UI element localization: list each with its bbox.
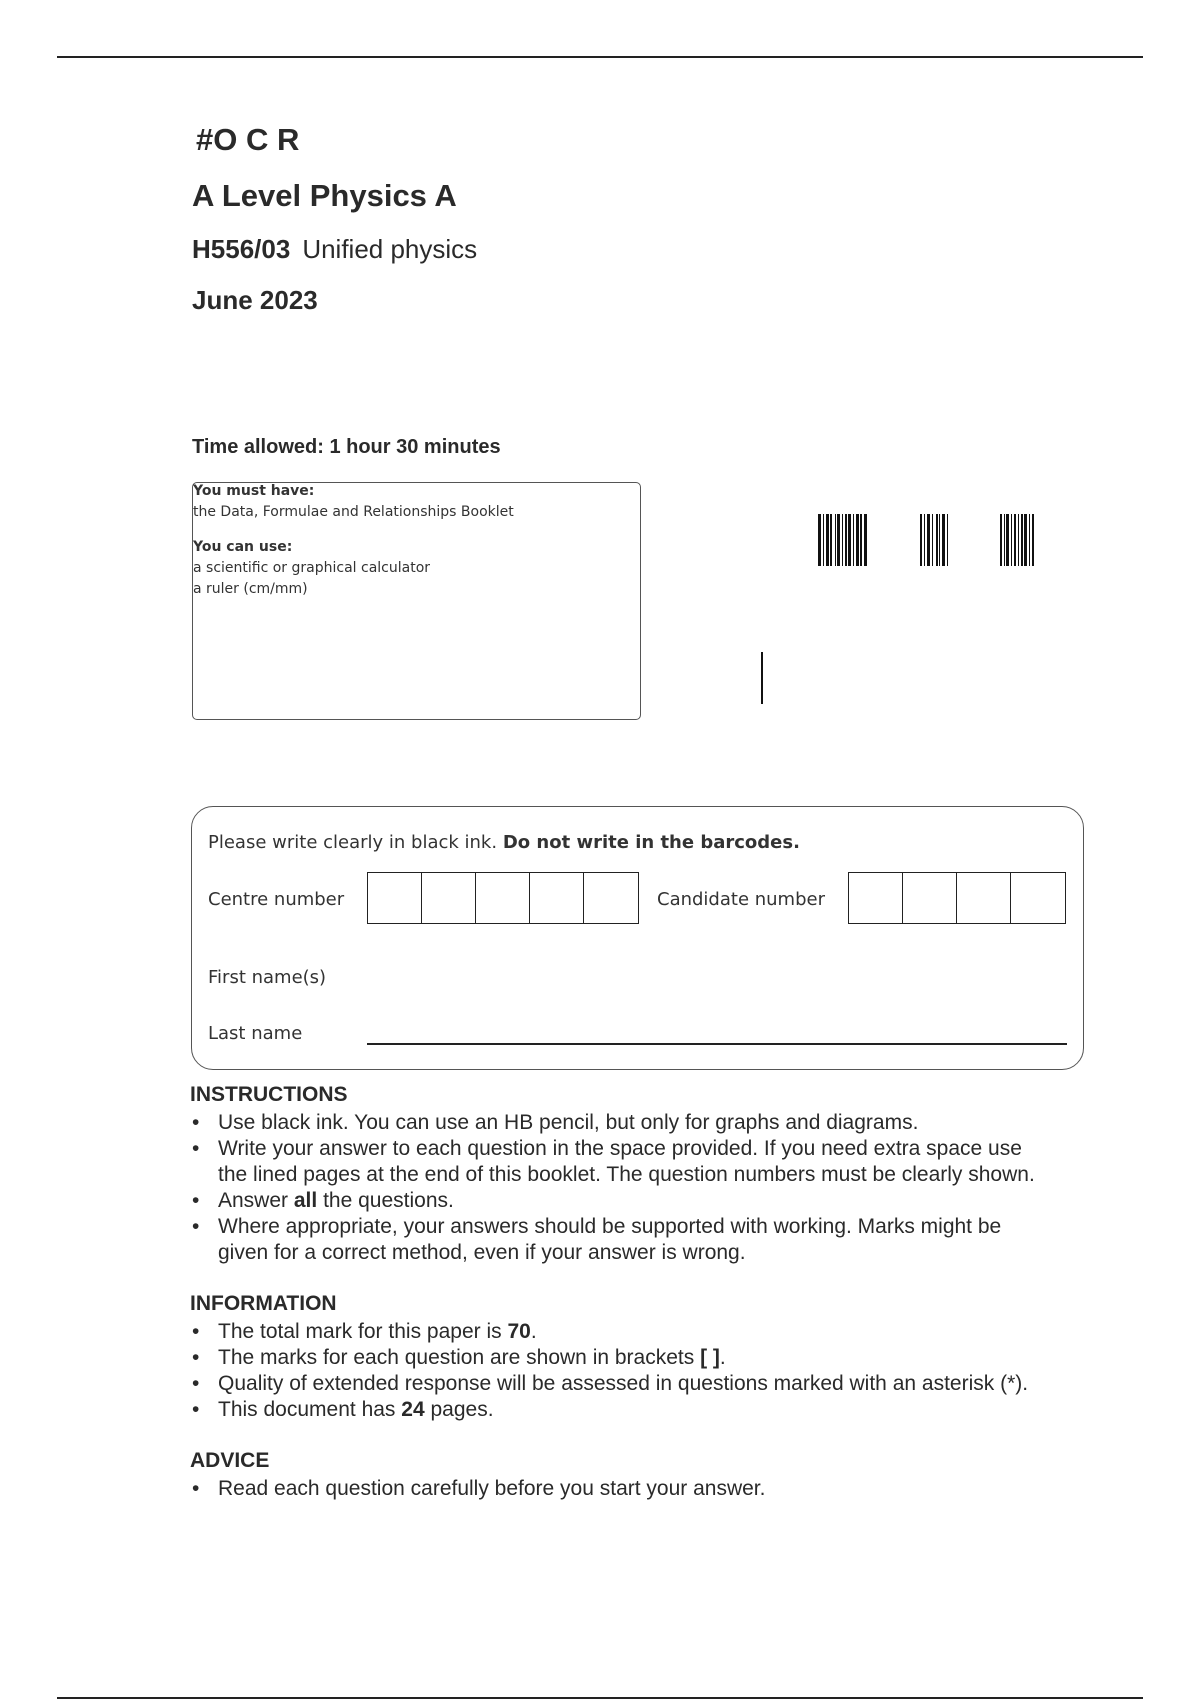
last-name-field[interactable]: [367, 1043, 1067, 1045]
marker-line: [761, 652, 763, 704]
candidate-details-box: [191, 806, 1084, 1070]
digit-box[interactable]: [368, 873, 422, 923]
instruction-text: Use black ink. You can use an HB pencil, but only for graphs and diagrams.: [218, 1111, 919, 1134]
candidate-number-field[interactable]: [848, 872, 1066, 924]
time-allowed: Time allowed: 1 hour 30 minutes: [192, 436, 501, 458]
information-text: Quality of extended response will be assessed in questions marked with an asterisk (*).: [218, 1372, 1029, 1395]
information-item: [190, 1371, 1028, 1397]
can-use-group: [193, 539, 430, 597]
digit-box[interactable]: [422, 873, 476, 923]
instructions-heading: INSTRUCTIONS: [190, 1083, 348, 1106]
can-use-item: a scientific or graphical calculator: [193, 560, 431, 576]
top-rule: [57, 56, 1143, 58]
must-have-heading: You must have:: [193, 483, 315, 499]
instruction-text: Answer: [218, 1189, 289, 1212]
exam-date: June 2023: [192, 285, 318, 315]
total-marks: 70: [507, 1320, 531, 1343]
barcode: [818, 514, 867, 566]
centre-number-field[interactable]: [367, 872, 639, 924]
instruction-item: [190, 1188, 1035, 1214]
digit-box[interactable]: [530, 873, 584, 923]
instruction-text: given for a correct method, even if your answer is wrong.: [218, 1241, 746, 1264]
bottom-rule: [57, 1697, 1143, 1699]
ink-instruction: [208, 832, 800, 853]
barcode: [1000, 514, 1034, 566]
can-use-heading: You can use:: [193, 539, 293, 555]
information-text: .: [530, 1320, 537, 1343]
information-item: [190, 1345, 1028, 1371]
first-name-label: First name(s): [208, 967, 327, 988]
centre-number-label: Centre number: [208, 889, 345, 910]
advice-item: [190, 1476, 765, 1502]
brackets-symbol: [ ]: [700, 1346, 720, 1369]
page-count: 24: [401, 1398, 425, 1421]
instruction-text: the lined pages at the end of this booklet. The question numbers must be clearly shown.: [218, 1163, 1035, 1186]
digit-box[interactable]: [849, 873, 903, 923]
instructions-section: [190, 1083, 1035, 1266]
information-heading: INFORMATION: [190, 1292, 337, 1315]
must-have-item: the Data, Formulae and Relationships Booklet: [193, 504, 514, 520]
qualification-title: A Level Physics A: [192, 178, 457, 213]
must-have-group: [193, 483, 514, 520]
information-item: [190, 1397, 1028, 1423]
information-text: The marks for each question are shown in brackets: [218, 1346, 695, 1369]
paper-title: Unified physics: [302, 234, 478, 264]
materials-box: [192, 482, 641, 720]
instruction-item: [190, 1136, 1035, 1188]
last-name-label: Last name: [208, 1023, 303, 1044]
digit-box[interactable]: [957, 873, 1011, 923]
instruction-item: [190, 1214, 1035, 1266]
information-text: pages.: [430, 1398, 494, 1421]
digit-box[interactable]: [903, 873, 957, 923]
information-text: The total mark for this paper is: [218, 1320, 502, 1343]
barcode: [920, 514, 948, 566]
instruction-item: [190, 1110, 1035, 1136]
candidate-number-label: Candidate number: [657, 889, 825, 910]
information-section: [190, 1292, 1028, 1423]
instruction-emphasis: all: [293, 1189, 318, 1212]
digit-box[interactable]: [584, 873, 638, 923]
digit-box[interactable]: [476, 873, 530, 923]
advice-text: Read each question carefully before you start your answer.: [218, 1477, 766, 1500]
paper-code-line: [192, 234, 477, 265]
ocr-logo: #O C R: [196, 122, 300, 157]
information-text: .: [719, 1346, 726, 1369]
advice-heading: ADVICE: [190, 1449, 270, 1472]
information-item: [190, 1319, 1028, 1345]
paper-code: H556/03: [192, 234, 291, 264]
ink-instruction-text: Please write clearly in black ink.: [208, 832, 498, 853]
information-text: This document has: [218, 1398, 396, 1421]
barcode-warning: Do not write in the barcodes.: [502, 832, 800, 853]
instruction-text: the questions.: [323, 1189, 454, 1212]
advice-section: [190, 1449, 765, 1502]
can-use-item: a ruler (cm/mm): [193, 581, 308, 597]
instruction-text: Write your answer to each question in the space provided. If you need extra space use: [218, 1137, 1022, 1160]
digit-box[interactable]: [1011, 873, 1065, 923]
instruction-text: Where appropriate, your answers should be supported with working. Marks might be: [218, 1215, 1002, 1238]
